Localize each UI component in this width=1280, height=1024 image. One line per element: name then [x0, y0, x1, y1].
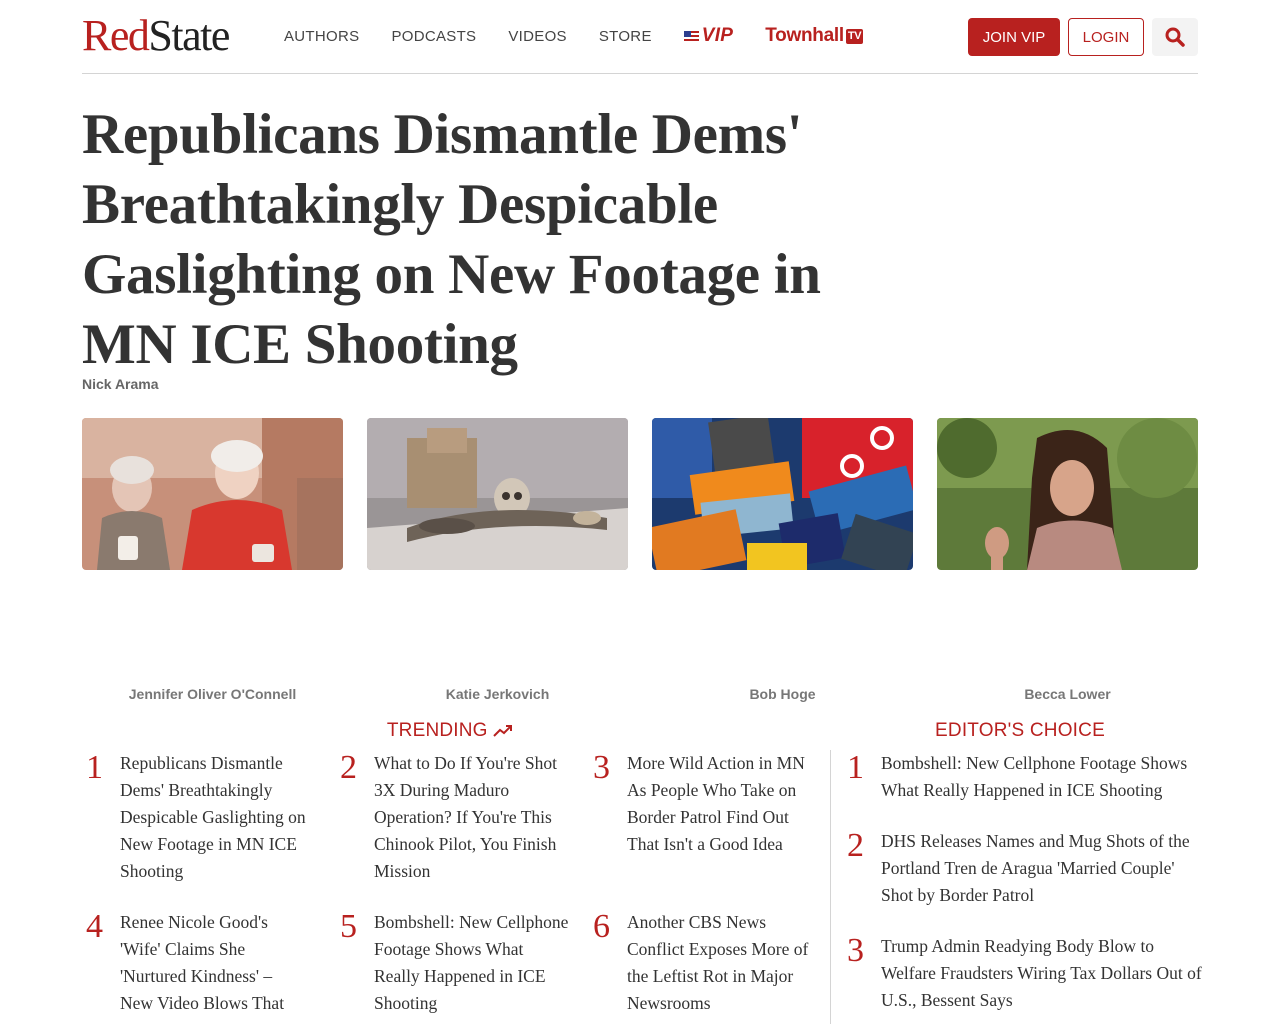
card-author-4[interactable]: Becca Lower — [1024, 686, 1111, 702]
trending-num: 5 — [340, 908, 357, 945]
card-author-1[interactable]: Jennifer Oliver O'Connell — [128, 686, 297, 702]
nav-vip[interactable] — [684, 25, 734, 47]
nav-videos[interactable]: VIDEOS — [508, 27, 567, 45]
townhall-tv-badge: TV — [847, 29, 862, 42]
card-image-elderly-women[interactable] — [82, 418, 343, 570]
skull-remains-photo — [367, 418, 628, 570]
nav-podcasts[interactable]: PODCASTS — [391, 27, 477, 45]
main-nav — [284, 24, 895, 48]
editors-choice-num: 3 — [847, 932, 864, 969]
editors-choice-title-text: Trump Admin Readying Body Blow to Welfare Fraudsters Wiring Tax Dollars Out of U.S., Bessent Says — [881, 936, 1202, 1010]
card-image-woman-speaking[interactable] — [937, 418, 1198, 570]
trending-num: 1 — [86, 749, 103, 786]
editors-choice-title-text: Bombshell: New Cellphone Footage Shows What Really Happened in ICE Shooting — [881, 753, 1188, 800]
editors-choice-num: 2 — [847, 827, 864, 864]
card-author-2[interactable]: Katie Jerkovich — [445, 686, 550, 702]
trending-num: 3 — [593, 749, 610, 786]
card-image-skull[interactable] — [367, 418, 628, 570]
trending-item[interactable] — [82, 909, 307, 1017]
nav-authors[interactable]: AUTHORS — [284, 27, 360, 45]
card-image-store-cards[interactable] — [652, 418, 913, 570]
trending-title-text: Republicans Dismantle Dems' Breathtakingly Despicable Gaslighting on New Footage in MN ICE Shooting — [120, 753, 306, 881]
column-divider — [830, 750, 831, 1024]
article-headline[interactable]: Republicans Dismantle Dems' Breathtakingly Despicable Gaslighting on New Footage in MN ICE Shooting — [82, 103, 821, 376]
trending-item[interactable] — [336, 909, 572, 1017]
townhall-label: Townhall — [765, 25, 844, 46]
site-header — [82, 0, 1198, 74]
two-elderly-women-photo — [82, 418, 343, 570]
article-author[interactable]: Nick Arama — [82, 376, 159, 392]
editors-choice-item[interactable] — [843, 828, 1203, 909]
store-cards-photo — [652, 418, 913, 570]
editors-choice-num: 1 — [847, 749, 864, 786]
trending-title: TRENDING — [386, 720, 488, 741]
trending-title-text: Renee Nicole Good's 'Wife' Claims She 'Nurtured Kindness' – New Video Blows That — [120, 912, 285, 1013]
editors-choice-item[interactable] — [843, 933, 1203, 1014]
nav-vip-label: VIP — [701, 25, 734, 46]
trending-num: 4 — [86, 908, 103, 945]
editors-choice-title-text: DHS Releases Names and Mug Shots of the Portland Tren de Aragua 'Married Couple' Shot by Border Patrol — [881, 831, 1190, 905]
trending-title-text: Bombshell: New Cellphone Footage Shows What Really Happened in ICE Shooting — [374, 912, 569, 1013]
search-button[interactable] — [1152, 18, 1198, 56]
trending-item[interactable] — [589, 909, 821, 1017]
redstate-logo[interactable] — [82, 11, 229, 60]
editors-choice-item[interactable] — [843, 750, 1203, 804]
card-author-3[interactable]: Bob Hoge — [749, 686, 816, 702]
search-icon — [1165, 27, 1185, 47]
trending-item[interactable] — [82, 750, 307, 885]
logo-dark-text: State — [148, 11, 229, 60]
nav-store[interactable]: STORE — [598, 27, 652, 45]
trending-title-text: What to Do If You're Shot 3X During Maduro Operation? If You're This Chinook Pilot, You Finish Mission — [374, 753, 558, 881]
trending-item[interactable] — [589, 750, 821, 858]
trending-title-text: Another CBS News Conflict Exposes More of the Leftist Rot in Major Newsrooms — [627, 912, 809, 1013]
trending-num: 2 — [340, 749, 357, 786]
nav-townhall-tv[interactable] — [765, 25, 863, 47]
trending-item[interactable] — [336, 750, 572, 885]
trending-title-text: More Wild Action in MN As People Who Take on Border Patrol Find Out That Isn't a Good Idea — [627, 753, 805, 854]
woman-speaking-photo — [937, 418, 1198, 570]
login-button[interactable]: LOGIN — [1068, 18, 1144, 56]
trending-num: 6 — [593, 908, 610, 945]
editors-choice-heading: EDITOR'S CHOICE — [935, 720, 1105, 741]
trending-up-icon — [493, 724, 513, 738]
logo-red-text: Red — [82, 11, 149, 60]
flag-icon — [684, 31, 699, 42]
join-vip-button[interactable]: JOIN VIP — [968, 18, 1060, 56]
trending-heading — [330, 720, 570, 742]
